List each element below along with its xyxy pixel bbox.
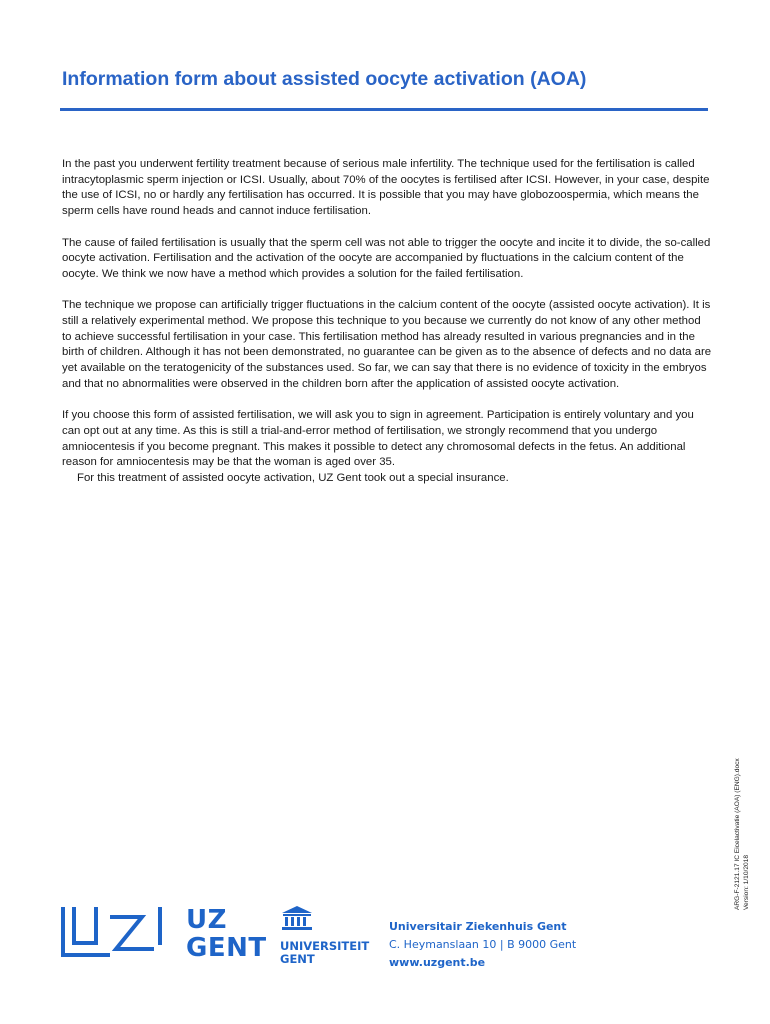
paragraph: The technique we propose can artificially trigger fluctuations in the calcium content of the oocyte (assisted oocyte activation). It is still a relatively experimental method. We propose this technique to you because we currently do not know of any other method to achieve successful fertilisation in your case. This fertilisation method has already resulted in various pregnancies and in the birth of children. Although it has not been demonstrated, no guarantee can be given as to the absence of defects and no data are yet available on the teratogenicity of the substances used. So far, we can say that there is no evidence of toxicity in the embryos and that no abnormalities were observed in the children born after the application of assisted oocyte activation. — [62, 299, 712, 390]
document-meta-vertical — [733, 758, 751, 910]
ugent-line1: UNIVERSITEIT — [280, 939, 370, 953]
university-building-icon — [280, 905, 314, 931]
ugent-line2: GENT — [280, 952, 315, 966]
paragraph: The cause of failed fertilisation is usually that the sperm cell was not able to trigger the oocyte and incite it to divide, the so-called oocyte activation. Fertilisation and the activation of the oocyte are accompanied by fluctuations in the calcium content of the oocyte. We think we now have a method which provides a solution for the failed fertilisation. — [62, 236, 711, 280]
document-version: Version: 1/10/2018 — [743, 855, 750, 910]
ugent-logo — [280, 905, 370, 966]
paragraph: In the past you underwent fertility treatment because of serious male infertility. The technique used for the fertilisation is called intracytoplasmic sperm injection or ICSI. Usually, about 70% of the oocytes is fertilised after ICSI. However, in your case, despite the use of ICSI, no or hardly any fertilisation has occurred. It is possible that you may have globozoospermia, which means the sperm cells have round heads and cannot induce fertilisation. — [62, 158, 710, 218]
website-link[interactable]: www.uzgent.be — [389, 956, 486, 969]
document-body — [62, 157, 712, 487]
document-code: ARG-F-2121.17 IC Eicelactivatie (AOA) (ENG).docx — [734, 758, 741, 910]
hospital-address: C. Heymanslaan 10 | B 9000 Gent — [389, 938, 577, 951]
hospital-name: Universitair Ziekenhuis Gent — [389, 920, 567, 933]
page-title: Information form about assisted oocyte activation (AOA) — [62, 68, 587, 90]
uz-gent-wordmark: UZ GENT — [186, 905, 267, 963]
title-divider — [60, 108, 708, 111]
paragraph: If you choose this form of assisted fertilisation, we will ask you to sign in agreement. Participation is entirely voluntary and you can opt out at any time. As this is still a trial-and-error method of fertilisation, we strongly recommend that you undergo amniocentesis if you become pregnant. This makes it possible to detect any chromosomal defects in the fetus. An additional reason for amniocentesis may be that the woman is aged over 35. — [62, 409, 694, 469]
uz-gent-logo-icon — [60, 905, 180, 969]
paragraph: For this treatment of assisted oocyte activation, UZ Gent took out a special insurance. — [77, 472, 509, 485]
contact-block — [389, 918, 576, 972]
